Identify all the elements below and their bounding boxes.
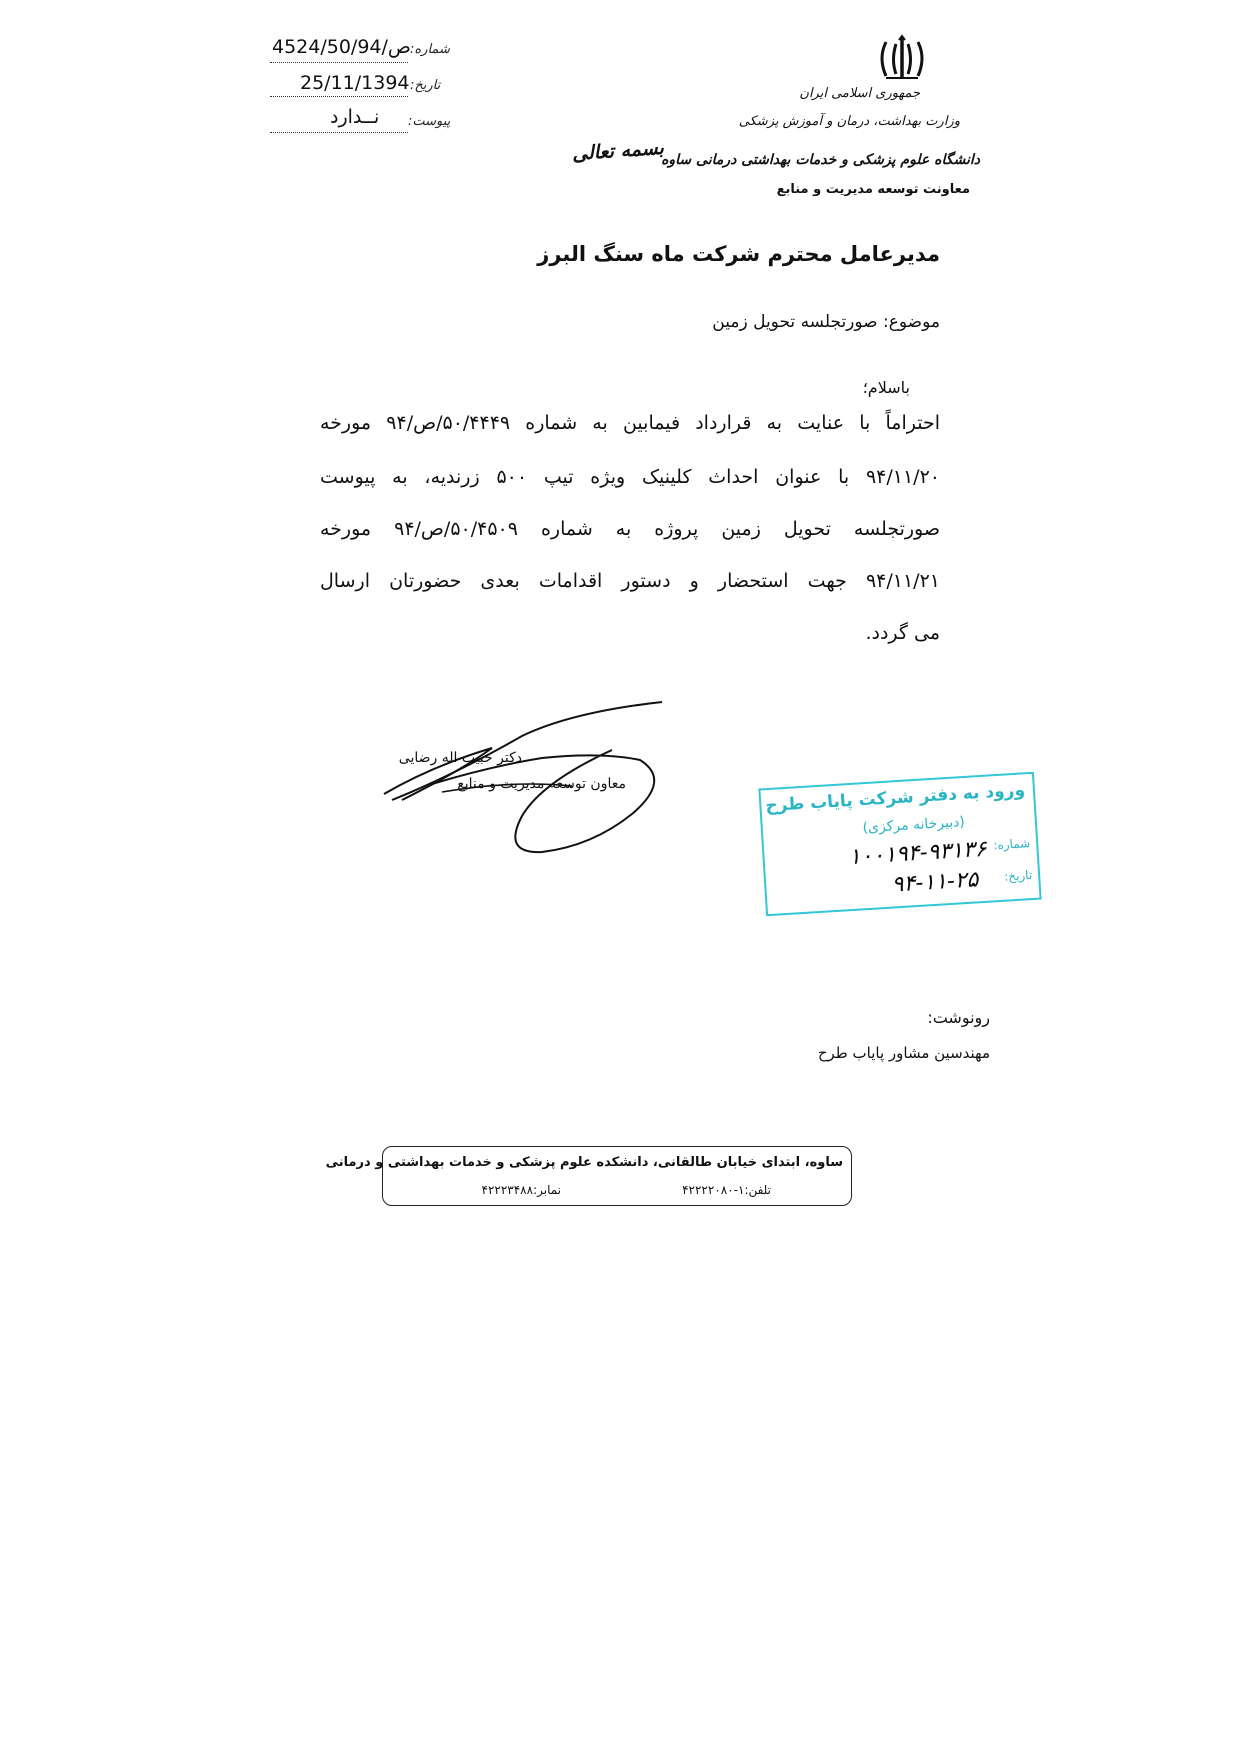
letter-number-label: شماره: bbox=[410, 42, 450, 57]
stamp-number-label: شماره: bbox=[993, 836, 1031, 853]
attachment-dotline bbox=[270, 132, 408, 133]
greeting-line: باسلام؛ bbox=[862, 378, 910, 397]
signatory-name: دکتر حبیب اله رضایی bbox=[398, 750, 522, 766]
iran-emblem-icon bbox=[872, 34, 932, 84]
university-line: دانشگاه علوم پزشکی و خدمات بهداشتی درمانی ساوه bbox=[661, 152, 980, 168]
letter-date: 25/11/1394 bbox=[300, 72, 410, 94]
invocation-text: بسمه تعالی bbox=[571, 136, 665, 166]
body-line: صورتجلسه تحویل زمین پروژه به شماره ۵۰/۴۵۰۹/ص/۹۴ مورخه bbox=[320, 518, 941, 540]
ministry-header bbox=[661, 30, 980, 210]
stamp-date-label: تاریخ: bbox=[1003, 868, 1033, 884]
recipient-line: مدیرعامل محترم شرکت ماه سنگ البرز bbox=[537, 242, 940, 266]
cc-label: رونوشت: bbox=[927, 1008, 990, 1027]
letter-attachment-label: پیوست: bbox=[408, 114, 451, 129]
signatory-title: معاون توسعه مدیریت و منابع bbox=[457, 776, 626, 792]
ministry-line: وزارت بهداشت، درمان و آموزش پزشکی bbox=[738, 114, 960, 129]
letter-date-label: تاریخ: bbox=[410, 78, 441, 93]
stamp-number-value: ۱۰۰۱۹۴-۹۳۱۳۶ bbox=[848, 836, 988, 871]
body-line: ۹۴/۱۱/۲۰ با عنوان احداث کلینیک ویژه تیپ ۵۰۰ زرندیه، به پیوست bbox=[320, 466, 940, 488]
footer-phone: تلفن:۱-۴۲۲۲۲۰۸۰ bbox=[682, 1183, 771, 1197]
footer-box bbox=[325, 1146, 852, 1206]
stamp-subtitle: (دبیرخانه مرکزی) bbox=[862, 814, 966, 837]
stamp-title: ورود به دفتر شرکت پایاب طرح bbox=[764, 780, 1026, 817]
stamp-date-value: ۹۴-۱۱-۲۵ bbox=[890, 867, 980, 898]
footer-address: ساوه، ابتدای خیابان طالقانی، دانشکده علوم پزشکی و خدمات بهداشتی و درمانی bbox=[325, 1155, 843, 1170]
body-line: احتراماً با عنایت به قرارداد فیمابین به شماره ۵۰/۴۴۴۹/ص/۹۴ مورخه bbox=[320, 412, 940, 434]
subject-line: موضوع: صورتجلسه تحویل زمین bbox=[712, 312, 940, 332]
number-dotline bbox=[270, 62, 408, 63]
body-line: می گردد. bbox=[865, 622, 940, 644]
cc-item: مهندسین مشاور پایاب طرح bbox=[817, 1044, 990, 1062]
body-line: ۹۴/۱۱/۲۱ جهت استحضار و دستور اقدامات بعدی حضورتان ارسال bbox=[320, 570, 940, 592]
republic-line: جمهوری اسلامی ایران bbox=[799, 86, 920, 101]
footer-fax: نمابر:۴۲۲۲۳۴۸۸ bbox=[481, 1183, 561, 1197]
date-dotline bbox=[270, 96, 408, 97]
incoming-stamp bbox=[758, 772, 1041, 917]
deputy-line: معاونت توسعه مدیریت و منابع bbox=[776, 182, 970, 197]
letter-attachment: نــدارد bbox=[330, 106, 380, 128]
letter-number: 4524/50/ص/94 bbox=[272, 36, 411, 58]
